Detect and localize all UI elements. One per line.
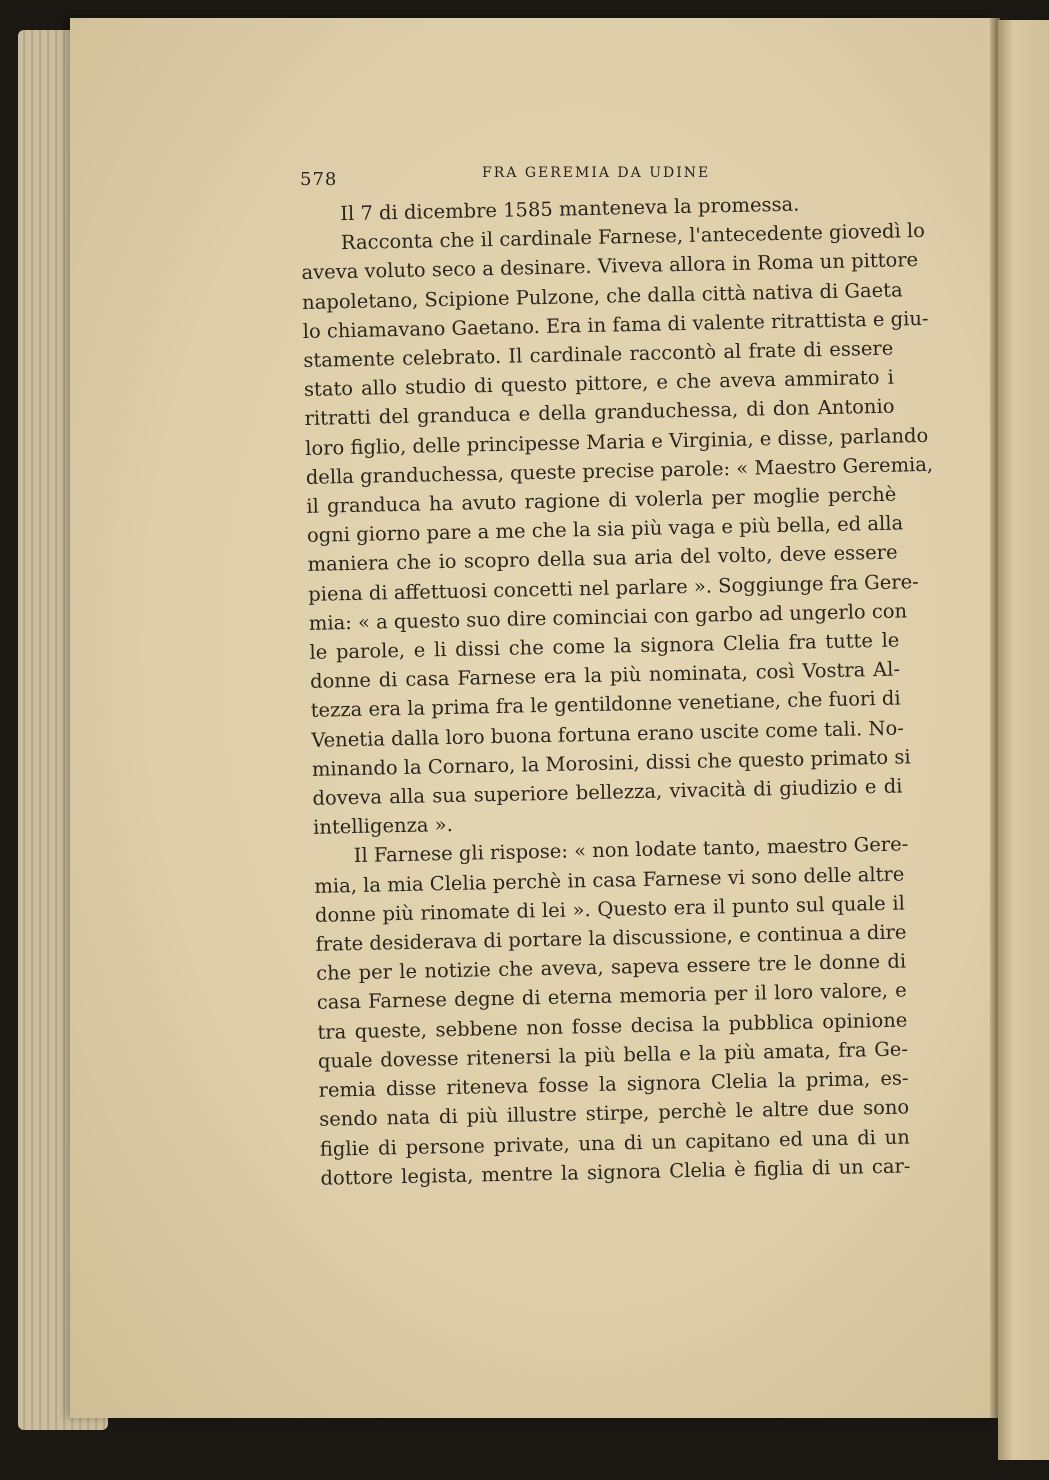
body-text — [300, 188, 934, 1193]
text-line: donne più rinomate di lei ». Questo era il punto sul quale il — [314, 891, 906, 927]
text-line: loro figlio, delle principesse Maria e Virginia, e disse, parlando — [304, 423, 929, 460]
text-line: Il 7 di dicembre 1585 manteneva la promessa. — [340, 192, 800, 226]
text-line: donne di casa Farnese era la più nominata, così Vostra Al- — [309, 657, 901, 694]
text-line: Racconta che il cardinale Farnese, l'antecedente giovedì lo — [340, 219, 926, 255]
text-line: frate desiderava di portare la discussione, e continua a dire — [315, 920, 907, 956]
text-line: casa Farnese degne di eterna memoria per il loro valore, e — [316, 978, 907, 1015]
text-line: lo chiamavano Gaetano. Era in fama di valente ritrattista e giu- — [302, 306, 929, 343]
text-line: minando la Cornaro, la Morosini, dissi che questo primato si — [311, 745, 911, 781]
text-line: stato allo studio di questo pittore, e che aveva ammirato i — [303, 365, 895, 402]
text-line: tra queste, sebbene non fosse decisa la pubblica opinione — [317, 1008, 908, 1044]
text-line: napoletano, Scipione Pulzone, che dalla città nativa di Gaeta — [301, 278, 903, 314]
text-line: piena di affettuosi concetti nel parlare ». Soggiunge fra Gere- — [308, 569, 919, 606]
text-line: doveva alla sua superiore bellezza, vivacità di giudizio e di — [312, 774, 903, 810]
text-line: figlie di persone private, una di un capitano ed una di un — [319, 1124, 910, 1161]
text-line: remia disse riteneva fosse la signora Clelia la prima, es- — [318, 1066, 909, 1102]
running-title: FRA GEREMIA DA UDINE — [482, 165, 711, 181]
text-line: dottore legista, mentre la signora Clelia è figlia di un car- — [320, 1154, 911, 1190]
text-line: della granduchessa, queste precise parole: « Maestro Geremia, — [305, 452, 934, 489]
text-line: maniera che io scopro della sua aria del volto, deve essere — [307, 541, 898, 577]
page-number: 578 — [300, 169, 338, 190]
text-line: intelligenza ». — [312, 813, 454, 840]
facing-page-edge — [998, 20, 1049, 1460]
text-line: quale dovesse ritenersi la più bella e la più amata, fra Ge- — [317, 1037, 909, 1073]
text-line: tezza era la prima fra le gentildonne venetiane, che fuori di — [310, 686, 901, 723]
text-line: mia: « a questo suo dire cominciai con garbo ad ungerlo con — [308, 599, 908, 635]
text-line: il granduca ha avuto ragione di volerla per moglie perchè — [306, 482, 897, 518]
text-line: le parole, e li dissi che come la signora Clelia fra tutte le — [309, 628, 900, 664]
text-line: ogni giorno pare a me che la sia più vaga e più bella, ed alla — [306, 511, 904, 548]
text-line: ritratti del granduca e della granduchessa, di don Antonio — [304, 395, 895, 431]
text-line: stamente celebrato. Il cardinale raccontò al frate di essere — [303, 336, 894, 372]
text-line: Il Farnese gli rispose: « non lodate tanto, maestro Gere- — [353, 832, 909, 868]
text-line: che per le notizie che aveva, sapeva essere tre le donne di — [315, 949, 907, 986]
text-line: mia, la mia Clelia perchè in casa Farnese vi sono delle altre — [314, 862, 905, 898]
text-line: aveva voluto seco a desinare. Viveva allora in Roma un pittore — [301, 248, 919, 285]
text-line: sendo nata di più illustre stirpe, perchè le altre due sono — [319, 1095, 910, 1132]
text-line: Venetia dalla loro buona fortuna erano uscite come tali. No- — [311, 716, 905, 752]
